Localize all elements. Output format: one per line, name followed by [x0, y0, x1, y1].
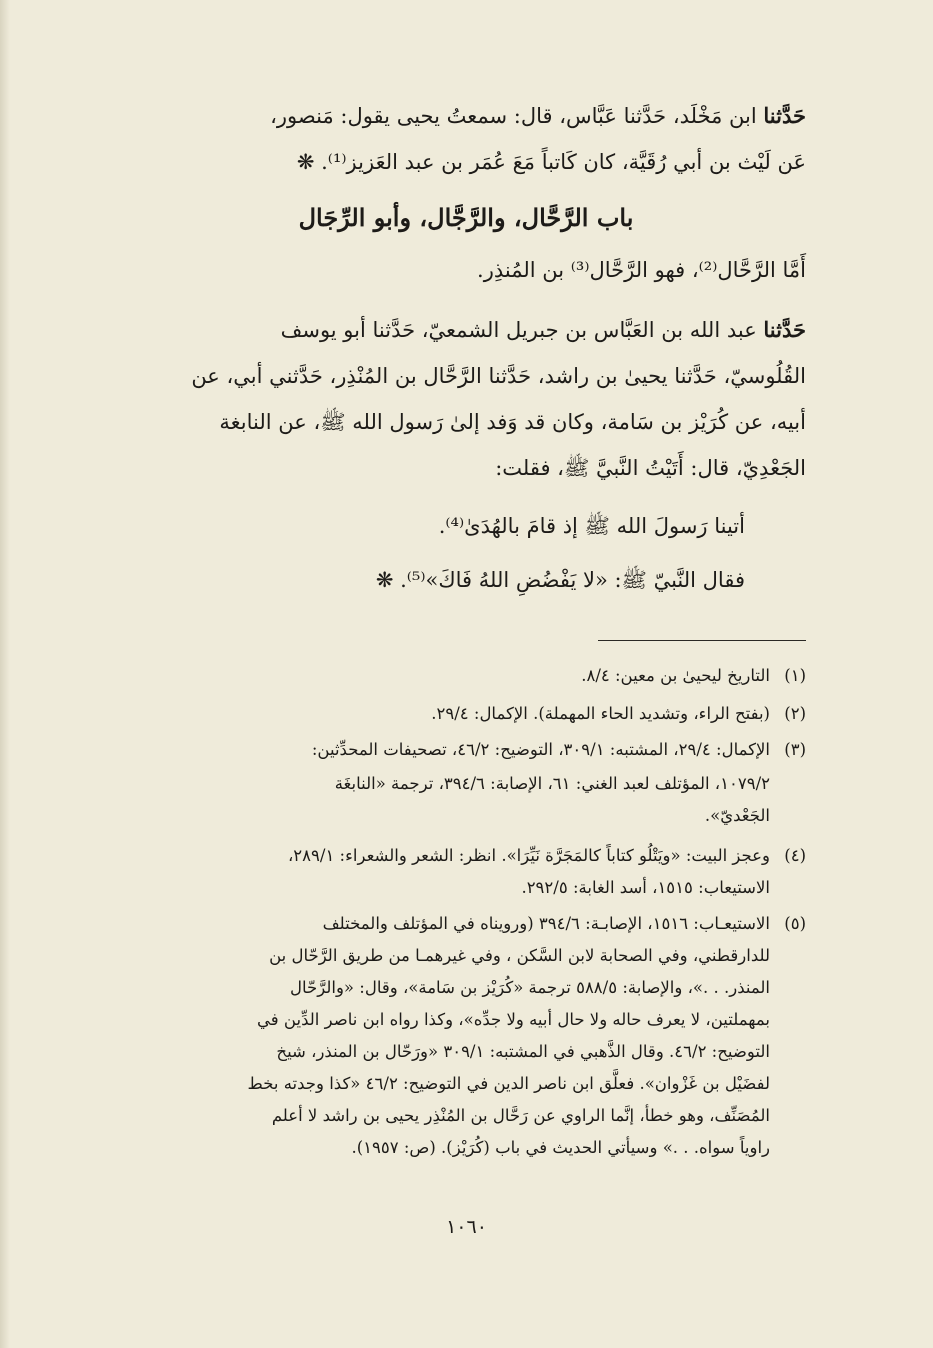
body-line — [126, 250, 806, 290]
body-text: أَمَّا الرَّحَّال⁽²⁾، فهو الرَّحَّال⁽³⁾ بن المُنذِر. — [477, 258, 806, 282]
footnote-1 — [126, 660, 806, 691]
verse-text: أتينا رَسولَ الله ﷺ إذ قامَ بالهُدَىٰ⁽⁴⁾. — [438, 514, 745, 538]
footnote-text: بمهملتين، لا يعرف حاله ولا حال أبيه ولا جدِّه»، وكذا رواه ابن ناصر الدِّين في — [257, 1010, 770, 1029]
footnote-text: الإكمال: ٢٩/٤، المشتبه: ٣٠٩/١، التوضيح: ٤٦/٢، تصحيفات المحدِّثين: — [311, 740, 770, 759]
page-number: ١٠٦٠ — [446, 1216, 487, 1238]
footnote-text: التاريخ ليحيىٰ بن معين: ٨/٤. — [581, 666, 770, 685]
footnote-3 — [126, 734, 806, 765]
footnote-3-line — [126, 800, 806, 831]
footnote-3-line — [126, 768, 806, 799]
footnote-text: وعجز البيت: «ويَتْلُو كتاباً كالمَجَرَّة نَيِّرَا». انظر: الشعر والشعراء: ٢٨٩/١، — [287, 846, 770, 865]
verse-line — [65, 506, 745, 546]
body-line — [126, 310, 806, 350]
footnote-5-line — [126, 1068, 806, 1099]
footnote-text: الاستيعاب: ١٥١٥، أسد الغابة: ٢٩٢/٥. — [521, 878, 770, 897]
footnote-text: للدارقطني، وفي الصحابة لابن السَّكن ، وفي غيرهمـا من طريق الرَّحّال بن — [269, 946, 770, 965]
footnote-text: المنذر. . .»، والإصابة: ٥٨٨/٥ ترجمة «كُرَيْز بن سَامة»، وقال: «والرَّحّال — [290, 978, 770, 997]
body-line — [126, 448, 806, 488]
footnote-text: الاستيعـاب: ١٥١٦، الإصابـة: ٣٩٤/٦ (ورويناه في المؤتلف والمختلف — [322, 914, 770, 933]
footnote-text: المُصَنِّف، وهو خطأ، إنَّما الراوي عن رَحَّال بن المُنْذِر يحيى بن راشد لا أعلم — [271, 1106, 770, 1125]
footnote-4-line — [126, 872, 806, 903]
footnote-5-line — [126, 1100, 806, 1131]
footnote-4 — [126, 840, 806, 871]
footnote-5-line — [126, 940, 806, 971]
chapter-heading: باب الرَّحَّال، والرَّجَّال، وأبو الرِّجَال — [298, 203, 634, 232]
footnote-number: (٣) — [784, 740, 806, 759]
body-text: أبيه، عن كُرَيْز بن سَامة، وكان قد وَفد إلىٰ رَسول الله ﷺ، عن النابغة — [219, 410, 806, 434]
footnote-text: راوياً سواه. . .» وسيأتي الحديث في باب (كُرَيْز). (ص: ١٩٥٧). — [351, 1138, 770, 1157]
footnote-separator — [598, 640, 806, 641]
body-line — [65, 560, 745, 600]
body-text: ابن مَخْلَد، حَدَّثنا عَبَّاس، قال: سمعتُ يحيى يقول: مَنصور، — [270, 104, 764, 128]
footnote-number: (٤) — [784, 846, 806, 865]
body-text: عبد الله بن العَبَّاس بن جبريل الشمعيّ، حَدَّثنا أبو يوسف — [280, 318, 764, 342]
footnote-text: الجَعْديّ». — [704, 806, 770, 825]
hadith-lead-word: حَدَّثنا — [763, 103, 806, 128]
body-line — [126, 96, 806, 136]
footnote-5-line — [126, 972, 806, 1003]
body-text: الجَعْدِيّ، قال: أَتَيْتُ النَّبيَّ ﷺ، فقلت: — [495, 456, 806, 480]
footnote-5-line — [126, 1036, 806, 1067]
footnote-5 — [126, 908, 806, 939]
footnote-number: (١) — [784, 666, 806, 685]
body-text: فقال النَّبيّ ﷺ: «لا يَفْضُضِ اللهُ فَاكَ»⁽⁵⁾. ❋ — [375, 568, 745, 592]
footnote-5-line — [126, 1004, 806, 1035]
hadith-lead-word: حَدَّثنا — [763, 317, 806, 342]
footnote-5-line — [126, 1132, 806, 1163]
body-line — [126, 402, 806, 442]
body-text: القُلُوسيّ، حَدَّثنا يحيىٰ بن راشد، حَدَّثنا الرَّحَّال بن المُنْذِر، حَدَّثني أبي، عن — [191, 364, 806, 388]
footnote-number: (٢) — [784, 704, 806, 723]
footnote-text: لفضَيْل بن غَزْوان». فعلَّق ابن ناصر الدين في التوضيح: ٤٦/٢ «كذا وجدته بخط — [247, 1074, 770, 1093]
footnote-number: (٥) — [784, 914, 806, 933]
body-line — [126, 356, 806, 396]
footnote-text: التوضيح: ٤٦/٢. وقال الذَّهبي في المشتبه: ٣٠٩/١ «ورَحّال بن المنذر، شيخ — [276, 1042, 770, 1061]
footnote-text: ١٠٧٩/٢، المؤتلف لعبد الغني: ٦١، الإصابة: ٣٩٤/٦، ترجمة «النابغَة — [334, 774, 770, 793]
body-line — [126, 142, 806, 182]
footnote-2 — [126, 698, 806, 729]
footnote-text: (بفتح الراء، وتشديد الحاء المهملة). الإكمال: ٢٩/٤. — [431, 704, 770, 723]
body-text: عَن لَيْث بن أبي رُقَيَّة، كان كَاتباً مَعَ عُمَر بن عبد العَزيز⁽¹⁾. ❋ — [296, 150, 806, 174]
